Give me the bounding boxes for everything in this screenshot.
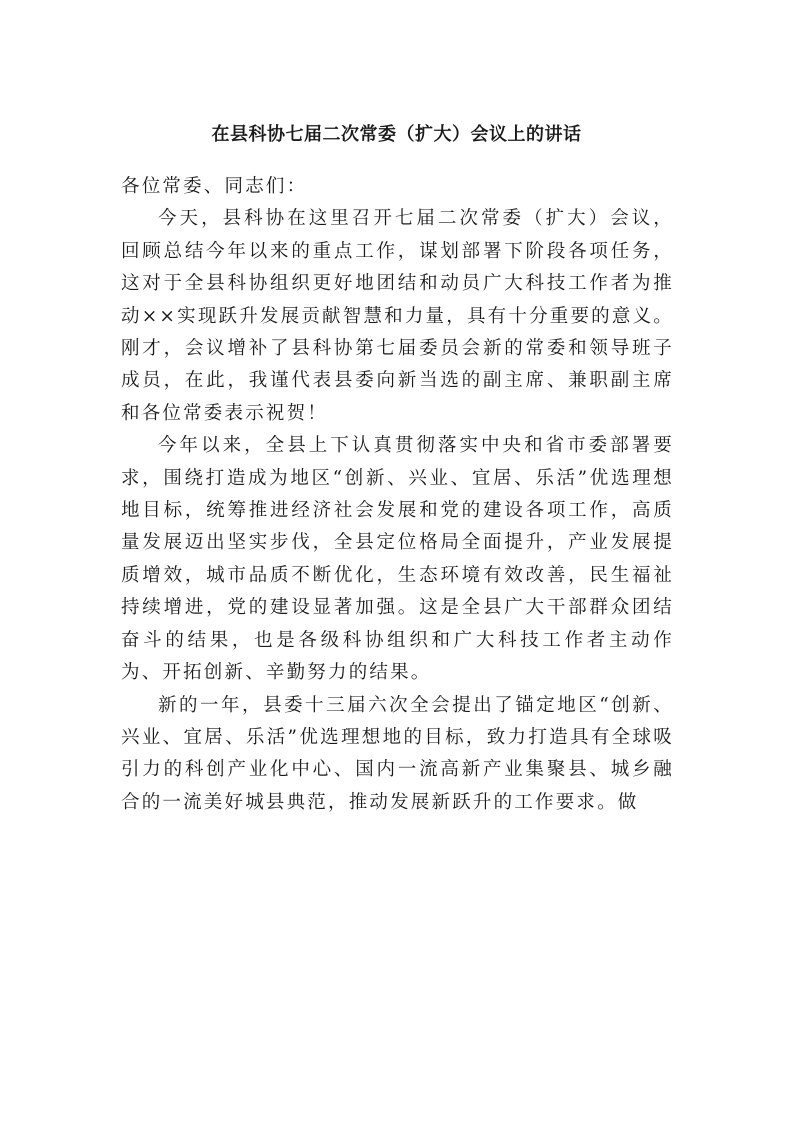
body-paragraph-1: 今天，县科协在这里召开七届二次常委（扩大）会议，回顾总结今年以来的重点工作，谋划部署下阶段各项任务，这对于全县科协组织更好地团结和动员广大科技工作者为推动××实现跃升发展贡献智慧和力量，具有十分重要的意义。刚才，会议增补了县科协第七届委员会新的常委和领导班子成员，在此，我谨代表县委向新当选的副主席、兼职副主席和各位常委表示祝贺！ bbox=[121, 208, 674, 424]
body-paragraph-3: 新的一年，县委十三届六次全会提出了锚定地区“创新、兴业、宜居、乐活”优选理想地的目标，致力打造具有全球吸引力的科创产业化中心、国内一流高新产业集聚县、城乡融合的一流美好城县典范，推动发展新跃升的工作要求。做 bbox=[121, 694, 674, 813]
body-paragraph-2: 今年以来，全县上下认真贯彻落实中央和省市委部署要求，围绕打造成为地区“创新、兴业、宜居、乐活”优选理想地目标，统筹推进经济社会发展和党的建设各项工作，高质量发展迈出坚实步伐，全县定位格局全面提升，产业发展提质增效，城市品质不断优化，生态环境有效改善，民生福祉持续增进，党的建设显著加强。这是全县广大干部群众团结奋斗的结果，也是各级科协组织和广大科技工作者主动作为、开拓创新、辛勤努力的结果。 bbox=[121, 435, 674, 684]
document-title: 在县科协七届二次常委（扩大）会议上的讲话 bbox=[211, 124, 582, 145]
document-body bbox=[121, 171, 674, 819]
greeting-line: 各位常委、同志们： bbox=[121, 176, 308, 197]
